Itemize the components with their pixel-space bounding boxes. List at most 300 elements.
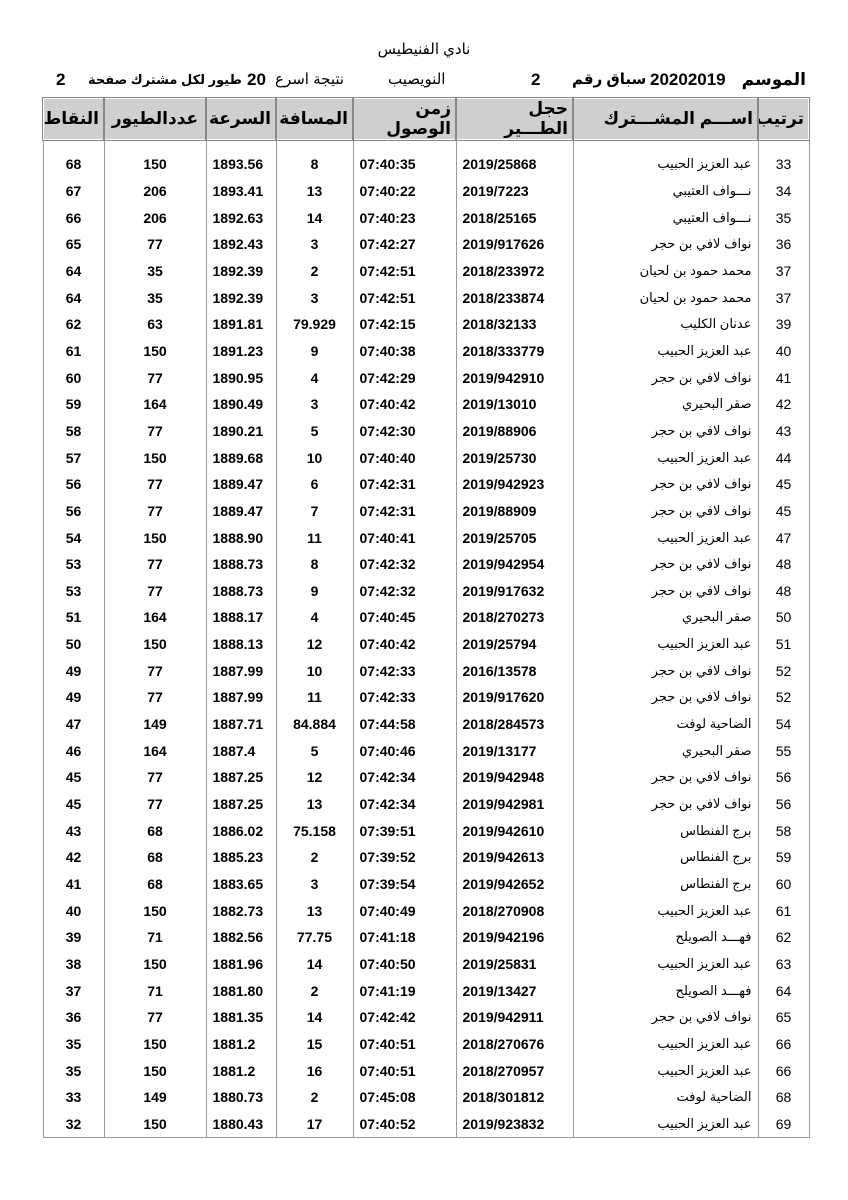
table-row [43, 631, 809, 658]
speed-cell: 1892.39 [206, 284, 276, 311]
table-row [43, 1057, 809, 1084]
arrival-time-cell: 07:42:29 [353, 364, 456, 391]
distance-cell: 14 [276, 1004, 353, 1031]
points-cell: 53 [43, 578, 104, 605]
speed-cell: 1881.80 [206, 977, 276, 1004]
rank-cell: 55 [758, 737, 809, 764]
table-row [43, 977, 809, 1004]
speed-cell: 1887.25 [206, 764, 276, 791]
ring-cell: 2019/942911 [456, 1004, 573, 1031]
member-name-cell: برج الفنطاس [573, 844, 758, 871]
per-member-label: طيور لكل مشترك صفحة [88, 72, 242, 87]
birds-count-cell: 35 [104, 284, 206, 311]
table-row [43, 737, 809, 764]
arrival-time-cell: 07:42:33 [353, 657, 456, 684]
rank-cell: 43 [758, 418, 809, 445]
points-cell: 61 [43, 338, 104, 365]
speed-cell: 1887.71 [206, 711, 276, 738]
distance-cell: 3 [276, 231, 353, 258]
table-row [43, 364, 809, 391]
speed-cell: 1880.73 [206, 1084, 276, 1111]
points-cell: 38 [43, 951, 104, 978]
birds-count-cell: 68 [104, 817, 206, 844]
points-cell: 42 [43, 844, 104, 871]
distance-cell: 8 [276, 551, 353, 578]
birds-count-cell: 77 [104, 684, 206, 711]
col-name: اســـم المشـــترك [573, 98, 758, 140]
speed-cell: 1891.23 [206, 338, 276, 365]
member-name-cell: عبد العزيز الحبيب [573, 444, 758, 471]
points-cell: 56 [43, 498, 104, 525]
arrival-time-cell: 07:40:38 [353, 338, 456, 365]
speed-cell: 1880.43 [206, 1111, 276, 1138]
points-cell: 66 [43, 204, 104, 231]
ring-cell: 2016/13578 [456, 657, 573, 684]
arrival-time-cell: 07:40:46 [353, 737, 456, 764]
distance-cell: 9 [276, 338, 353, 365]
points-cell: 51 [43, 604, 104, 631]
points-cell: 60 [43, 364, 104, 391]
member-name-cell: عبد العزيز الحبيب [573, 1031, 758, 1058]
ring-cell: 2019/942652 [456, 871, 573, 898]
distance-cell: 4 [276, 604, 353, 631]
birds-count-cell: 77 [104, 657, 206, 684]
member-name-cell: نواف لافي بن حجر [573, 791, 758, 818]
rank-cell: 35 [758, 204, 809, 231]
rank-cell: 64 [758, 977, 809, 1004]
member-name-cell: نواف لافي بن حجر [573, 471, 758, 498]
arrival-time-cell: 07:42:27 [353, 231, 456, 258]
birds-count-cell: 150 [104, 444, 206, 471]
speed-cell: 1889.47 [206, 498, 276, 525]
ring-cell: 2018/284573 [456, 711, 573, 738]
points-cell: 62 [43, 311, 104, 338]
table-row [43, 657, 809, 684]
ring-cell: 2019/25868 [456, 140, 573, 178]
ring-cell: 2019/25831 [456, 951, 573, 978]
distance-cell: 2 [276, 258, 353, 285]
rank-cell: 66 [758, 1031, 809, 1058]
ring-cell: 2019/942196 [456, 924, 573, 951]
rank-cell: 54 [758, 711, 809, 738]
table-row [43, 524, 809, 551]
points-cell: 50 [43, 631, 104, 658]
table-row [43, 684, 809, 711]
arrival-time-cell: 07:42:31 [353, 498, 456, 525]
col-time: زمن الوصول [353, 98, 456, 140]
ring-cell: 2018/270957 [456, 1057, 573, 1084]
speed-cell: 1886.02 [206, 817, 276, 844]
col-distance: المسافة [276, 98, 353, 140]
arrival-time-cell: 07:40:35 [353, 140, 456, 178]
points-cell: 47 [43, 711, 104, 738]
rank-cell: 51 [758, 631, 809, 658]
table-row [43, 1111, 809, 1138]
speed-cell: 1881.2 [206, 1031, 276, 1058]
member-name-cell: فهـــد الصويلح [573, 924, 758, 951]
member-name-cell: نـــواف العتيبي [573, 204, 758, 231]
rank-cell: 69 [758, 1111, 809, 1138]
table-row [43, 418, 809, 445]
table-row [43, 258, 809, 285]
birds-count-cell: 164 [104, 391, 206, 418]
birds-count-cell: 77 [104, 1004, 206, 1031]
ring-cell: 2019/13177 [456, 737, 573, 764]
result-label: نتيجة اسرع [275, 71, 345, 88]
arrival-time-cell: 07:42:51 [353, 284, 456, 311]
member-name-cell: محمد حمود بن لحيان [573, 284, 758, 311]
member-name-cell: نواف لافي بن حجر [573, 1004, 758, 1031]
race-label: سباق رقم [572, 71, 647, 88]
member-name-cell: الضاحية لوفت [573, 711, 758, 738]
arrival-time-cell: 07:40:42 [353, 631, 456, 658]
distance-cell: 2 [276, 977, 353, 1004]
speed-cell: 1892.43 [206, 231, 276, 258]
ring-cell: 2018/270273 [456, 604, 573, 631]
member-name-cell: نواف لافي بن حجر [573, 364, 758, 391]
speed-cell: 1891.81 [206, 311, 276, 338]
distance-cell: 8 [276, 140, 353, 178]
birds-count-cell: 77 [104, 578, 206, 605]
col-speed: السرعة [206, 98, 276, 140]
birds-count-cell: 71 [104, 924, 206, 951]
member-name-cell: نواف لافي بن حجر [573, 551, 758, 578]
points-cell: 64 [43, 258, 104, 285]
distance-cell: 5 [276, 737, 353, 764]
points-cell: 49 [43, 657, 104, 684]
season-value: 20202019 [650, 70, 726, 89]
ring-cell: 2019/942923 [456, 471, 573, 498]
distance-cell: 14 [276, 204, 353, 231]
distance-cell: 79.929 [276, 311, 353, 338]
arrival-time-cell: 07:42:42 [353, 1004, 456, 1031]
points-cell: 58 [43, 418, 104, 445]
points-cell: 68 [43, 140, 104, 178]
ring-cell: 2019/942610 [456, 817, 573, 844]
speed-cell: 1881.2 [206, 1057, 276, 1084]
birds-count-cell: 149 [104, 1084, 206, 1111]
speed-cell: 1883.65 [206, 871, 276, 898]
rank-cell: 48 [758, 551, 809, 578]
table-row [43, 204, 809, 231]
distance-cell: 2 [276, 1084, 353, 1111]
birds-count-cell: 164 [104, 604, 206, 631]
distance-cell: 9 [276, 578, 353, 605]
speed-cell: 1888.90 [206, 524, 276, 551]
table-row [43, 817, 809, 844]
table-row [43, 791, 809, 818]
birds-count-cell: 68 [104, 871, 206, 898]
birds-count-cell: 164 [104, 737, 206, 764]
birds-count-cell: 150 [104, 897, 206, 924]
rank-cell: 52 [758, 657, 809, 684]
speed-cell: 1893.56 [206, 140, 276, 178]
speed-cell: 1889.68 [206, 444, 276, 471]
speed-cell: 1892.39 [206, 258, 276, 285]
rank-cell: 65 [758, 1004, 809, 1031]
rank-cell: 42 [758, 391, 809, 418]
member-name-cell: الضاحية لوفت [573, 1084, 758, 1111]
ring-cell: 2019/13427 [456, 977, 573, 1004]
birds-count-cell: 77 [104, 498, 206, 525]
page-number: 2 [56, 70, 66, 89]
col-birds: عددالطيور [104, 98, 206, 140]
member-name-cell: نواف لافي بن حجر [573, 578, 758, 605]
arrival-time-cell: 07:40:42 [353, 391, 456, 418]
table-row [43, 231, 809, 258]
speed-cell: 1881.96 [206, 951, 276, 978]
ring-cell: 2019/942613 [456, 844, 573, 871]
speed-cell: 1892.63 [206, 204, 276, 231]
arrival-time-cell: 07:42:33 [353, 684, 456, 711]
distance-cell: 10 [276, 657, 353, 684]
speed-cell: 1882.56 [206, 924, 276, 951]
member-name-cell: نواف لافي بن حجر [573, 231, 758, 258]
table-row [43, 871, 809, 898]
birds-count-cell: 77 [104, 364, 206, 391]
arrival-time-cell: 07:45:08 [353, 1084, 456, 1111]
ring-cell: 2019/917626 [456, 231, 573, 258]
arrival-time-cell: 07:40:52 [353, 1111, 456, 1138]
arrival-time-cell: 07:39:52 [353, 844, 456, 871]
points-cell: 45 [43, 764, 104, 791]
speed-cell: 1888.17 [206, 604, 276, 631]
member-name-cell: نواف لافي بن حجر [573, 418, 758, 445]
points-cell: 46 [43, 737, 104, 764]
table-body [43, 140, 809, 1138]
distance-cell: 7 [276, 498, 353, 525]
rank-cell: 63 [758, 951, 809, 978]
ring-cell: 2019/917620 [456, 684, 573, 711]
distance-cell: 14 [276, 951, 353, 978]
table-row [43, 338, 809, 365]
table-row [43, 471, 809, 498]
arrival-time-cell: 07:44:58 [353, 711, 456, 738]
birds-count-cell: 150 [104, 951, 206, 978]
rank-cell: 59 [758, 844, 809, 871]
table-row [43, 1004, 809, 1031]
points-cell: 67 [43, 178, 104, 205]
rank-cell: 58 [758, 817, 809, 844]
rank-cell: 33 [758, 140, 809, 178]
rank-cell: 66 [758, 1057, 809, 1084]
member-name-cell: عبد العزيز الحبيب [573, 338, 758, 365]
distance-cell: 10 [276, 444, 353, 471]
birds-count-cell: 149 [104, 711, 206, 738]
ring-cell: 2019/25730 [456, 444, 573, 471]
points-cell: 35 [43, 1057, 104, 1084]
distance-cell: 6 [276, 471, 353, 498]
points-cell: 35 [43, 1031, 104, 1058]
speed-cell: 1885.23 [206, 844, 276, 871]
ring-cell: 2019/88909 [456, 498, 573, 525]
member-name-cell: صقر البحيري [573, 737, 758, 764]
arrival-time-cell: 07:42:31 [353, 471, 456, 498]
arrival-time-cell: 07:40:23 [353, 204, 456, 231]
birds-count-cell: 150 [104, 631, 206, 658]
arrival-time-cell: 07:39:54 [353, 871, 456, 898]
distance-cell: 3 [276, 391, 353, 418]
rank-cell: 36 [758, 231, 809, 258]
member-name-cell: محمد حمود بن لحيان [573, 258, 758, 285]
speed-cell: 1881.35 [206, 1004, 276, 1031]
table-row [43, 178, 809, 205]
rank-cell: 50 [758, 604, 809, 631]
birds-count-cell: 150 [104, 338, 206, 365]
distance-cell: 13 [276, 897, 353, 924]
race-number: 2 [531, 70, 541, 89]
table-row [43, 551, 809, 578]
birds-count-cell: 150 [104, 1057, 206, 1084]
arrival-time-cell: 07:40:45 [353, 604, 456, 631]
ring-cell: 2019/88906 [456, 418, 573, 445]
member-name-cell: صقر البحيري [573, 604, 758, 631]
ring-cell: 2019/923832 [456, 1111, 573, 1138]
table-row [43, 604, 809, 631]
arrival-time-cell: 07:42:30 [353, 418, 456, 445]
arrival-time-cell: 07:40:40 [353, 444, 456, 471]
rank-cell: 45 [758, 498, 809, 525]
ring-cell: 2018/270676 [456, 1031, 573, 1058]
arrival-time-cell: 07:40:51 [353, 1057, 456, 1084]
member-name-cell: عدنان الكليب [573, 311, 758, 338]
header-row [43, 98, 809, 140]
table-row [43, 1031, 809, 1058]
distance-cell: 16 [276, 1057, 353, 1084]
points-cell: 37 [43, 977, 104, 1004]
fastest-count: 20 [247, 70, 266, 89]
rank-cell: 34 [758, 178, 809, 205]
arrival-time-cell: 07:41:18 [353, 924, 456, 951]
table-row [43, 311, 809, 338]
rank-cell: 68 [758, 1084, 809, 1111]
ring-cell: 2018/270908 [456, 897, 573, 924]
distance-cell: 3 [276, 284, 353, 311]
table-row [43, 844, 809, 871]
birds-count-cell: 35 [104, 258, 206, 285]
arrival-time-cell: 07:41:19 [353, 977, 456, 1004]
member-name-cell: نواف لافي بن حجر [573, 684, 758, 711]
table-row [43, 444, 809, 471]
birds-count-cell: 150 [104, 524, 206, 551]
arrival-time-cell: 07:39:51 [353, 817, 456, 844]
speed-cell: 1887.25 [206, 791, 276, 818]
arrival-time-cell: 07:40:49 [353, 897, 456, 924]
rank-cell: 60 [758, 871, 809, 898]
rank-cell: 47 [758, 524, 809, 551]
member-name-cell: عبد العزيز الحبيب [573, 1111, 758, 1138]
points-cell: 54 [43, 524, 104, 551]
points-cell: 41 [43, 871, 104, 898]
speed-cell: 1888.73 [206, 551, 276, 578]
birds-count-cell: 77 [104, 231, 206, 258]
member-name-cell: صقر البحيري [573, 391, 758, 418]
arrival-time-cell: 07:42:15 [353, 311, 456, 338]
ring-cell: 2018/233972 [456, 258, 573, 285]
member-name-cell: نواف لافي بن حجر [573, 498, 758, 525]
member-name-cell: عبد العزيز الحبيب [573, 631, 758, 658]
distance-cell: 75.158 [276, 817, 353, 844]
member-name-cell: نواف لافي بن حجر [573, 657, 758, 684]
ring-cell: 2019/13010 [456, 391, 573, 418]
ring-cell: 2018/333779 [456, 338, 573, 365]
table-row [43, 951, 809, 978]
member-name-cell: عبد العزيز الحبيب [573, 140, 758, 178]
speed-cell: 1890.21 [206, 418, 276, 445]
distance-cell: 5 [276, 418, 353, 445]
rank-cell: 40 [758, 338, 809, 365]
speed-cell: 1887.99 [206, 684, 276, 711]
col-ring: حجل الطـــير [456, 98, 573, 140]
ring-cell: 2018/25165 [456, 204, 573, 231]
member-name-cell: برج الفنطاس [573, 817, 758, 844]
arrival-time-cell: 07:40:50 [353, 951, 456, 978]
arrival-time-cell: 07:42:32 [353, 551, 456, 578]
rank-cell: 48 [758, 578, 809, 605]
table-row [43, 924, 809, 951]
distance-cell: 2 [276, 844, 353, 871]
table-row [43, 140, 809, 178]
points-cell: 53 [43, 551, 104, 578]
speed-cell: 1889.47 [206, 471, 276, 498]
birds-count-cell: 77 [104, 418, 206, 445]
distance-cell: 12 [276, 764, 353, 791]
birds-count-cell: 206 [104, 178, 206, 205]
table-row [43, 391, 809, 418]
arrival-time-cell: 07:40:22 [353, 178, 456, 205]
birds-count-cell: 71 [104, 977, 206, 1004]
distance-cell: 4 [276, 364, 353, 391]
table-row [43, 284, 809, 311]
birds-count-cell: 206 [104, 204, 206, 231]
speed-cell: 1888.13 [206, 631, 276, 658]
rank-cell: 56 [758, 791, 809, 818]
distance-cell: 15 [276, 1031, 353, 1058]
member-name-cell: فهـــد الصويلح [573, 977, 758, 1004]
member-name-cell: عبد العزيز الحبيب [573, 897, 758, 924]
table-row [43, 578, 809, 605]
member-name-cell: عبد العزيز الحبيب [573, 1057, 758, 1084]
ring-cell: 2019/25705 [456, 524, 573, 551]
ring-cell: 2019/942948 [456, 764, 573, 791]
distance-cell: 3 [276, 871, 353, 898]
distance-cell: 17 [276, 1111, 353, 1138]
arrival-time-cell: 07:42:34 [353, 764, 456, 791]
distance-cell: 12 [276, 631, 353, 658]
distance-cell: 13 [276, 791, 353, 818]
ring-cell: 2018/301812 [456, 1084, 573, 1111]
birds-count-cell: 63 [104, 311, 206, 338]
arrival-time-cell: 07:40:41 [353, 524, 456, 551]
table-row [43, 711, 809, 738]
points-cell: 64 [43, 284, 104, 311]
birds-count-cell: 77 [104, 551, 206, 578]
table-row [43, 1084, 809, 1111]
col-rank: ترتيب [758, 98, 809, 140]
points-cell: 56 [43, 471, 104, 498]
points-cell: 36 [43, 1004, 104, 1031]
arrival-time-cell: 07:40:51 [353, 1031, 456, 1058]
speed-cell: 1893.41 [206, 178, 276, 205]
distance-cell: 11 [276, 524, 353, 551]
season-label: الموسم [741, 70, 806, 89]
ring-cell: 2019/25794 [456, 631, 573, 658]
points-cell: 49 [43, 684, 104, 711]
points-cell: 65 [43, 231, 104, 258]
speed-cell: 1882.73 [206, 897, 276, 924]
member-name-cell: برج الفنطاس [573, 871, 758, 898]
distance-cell: 84.884 [276, 711, 353, 738]
